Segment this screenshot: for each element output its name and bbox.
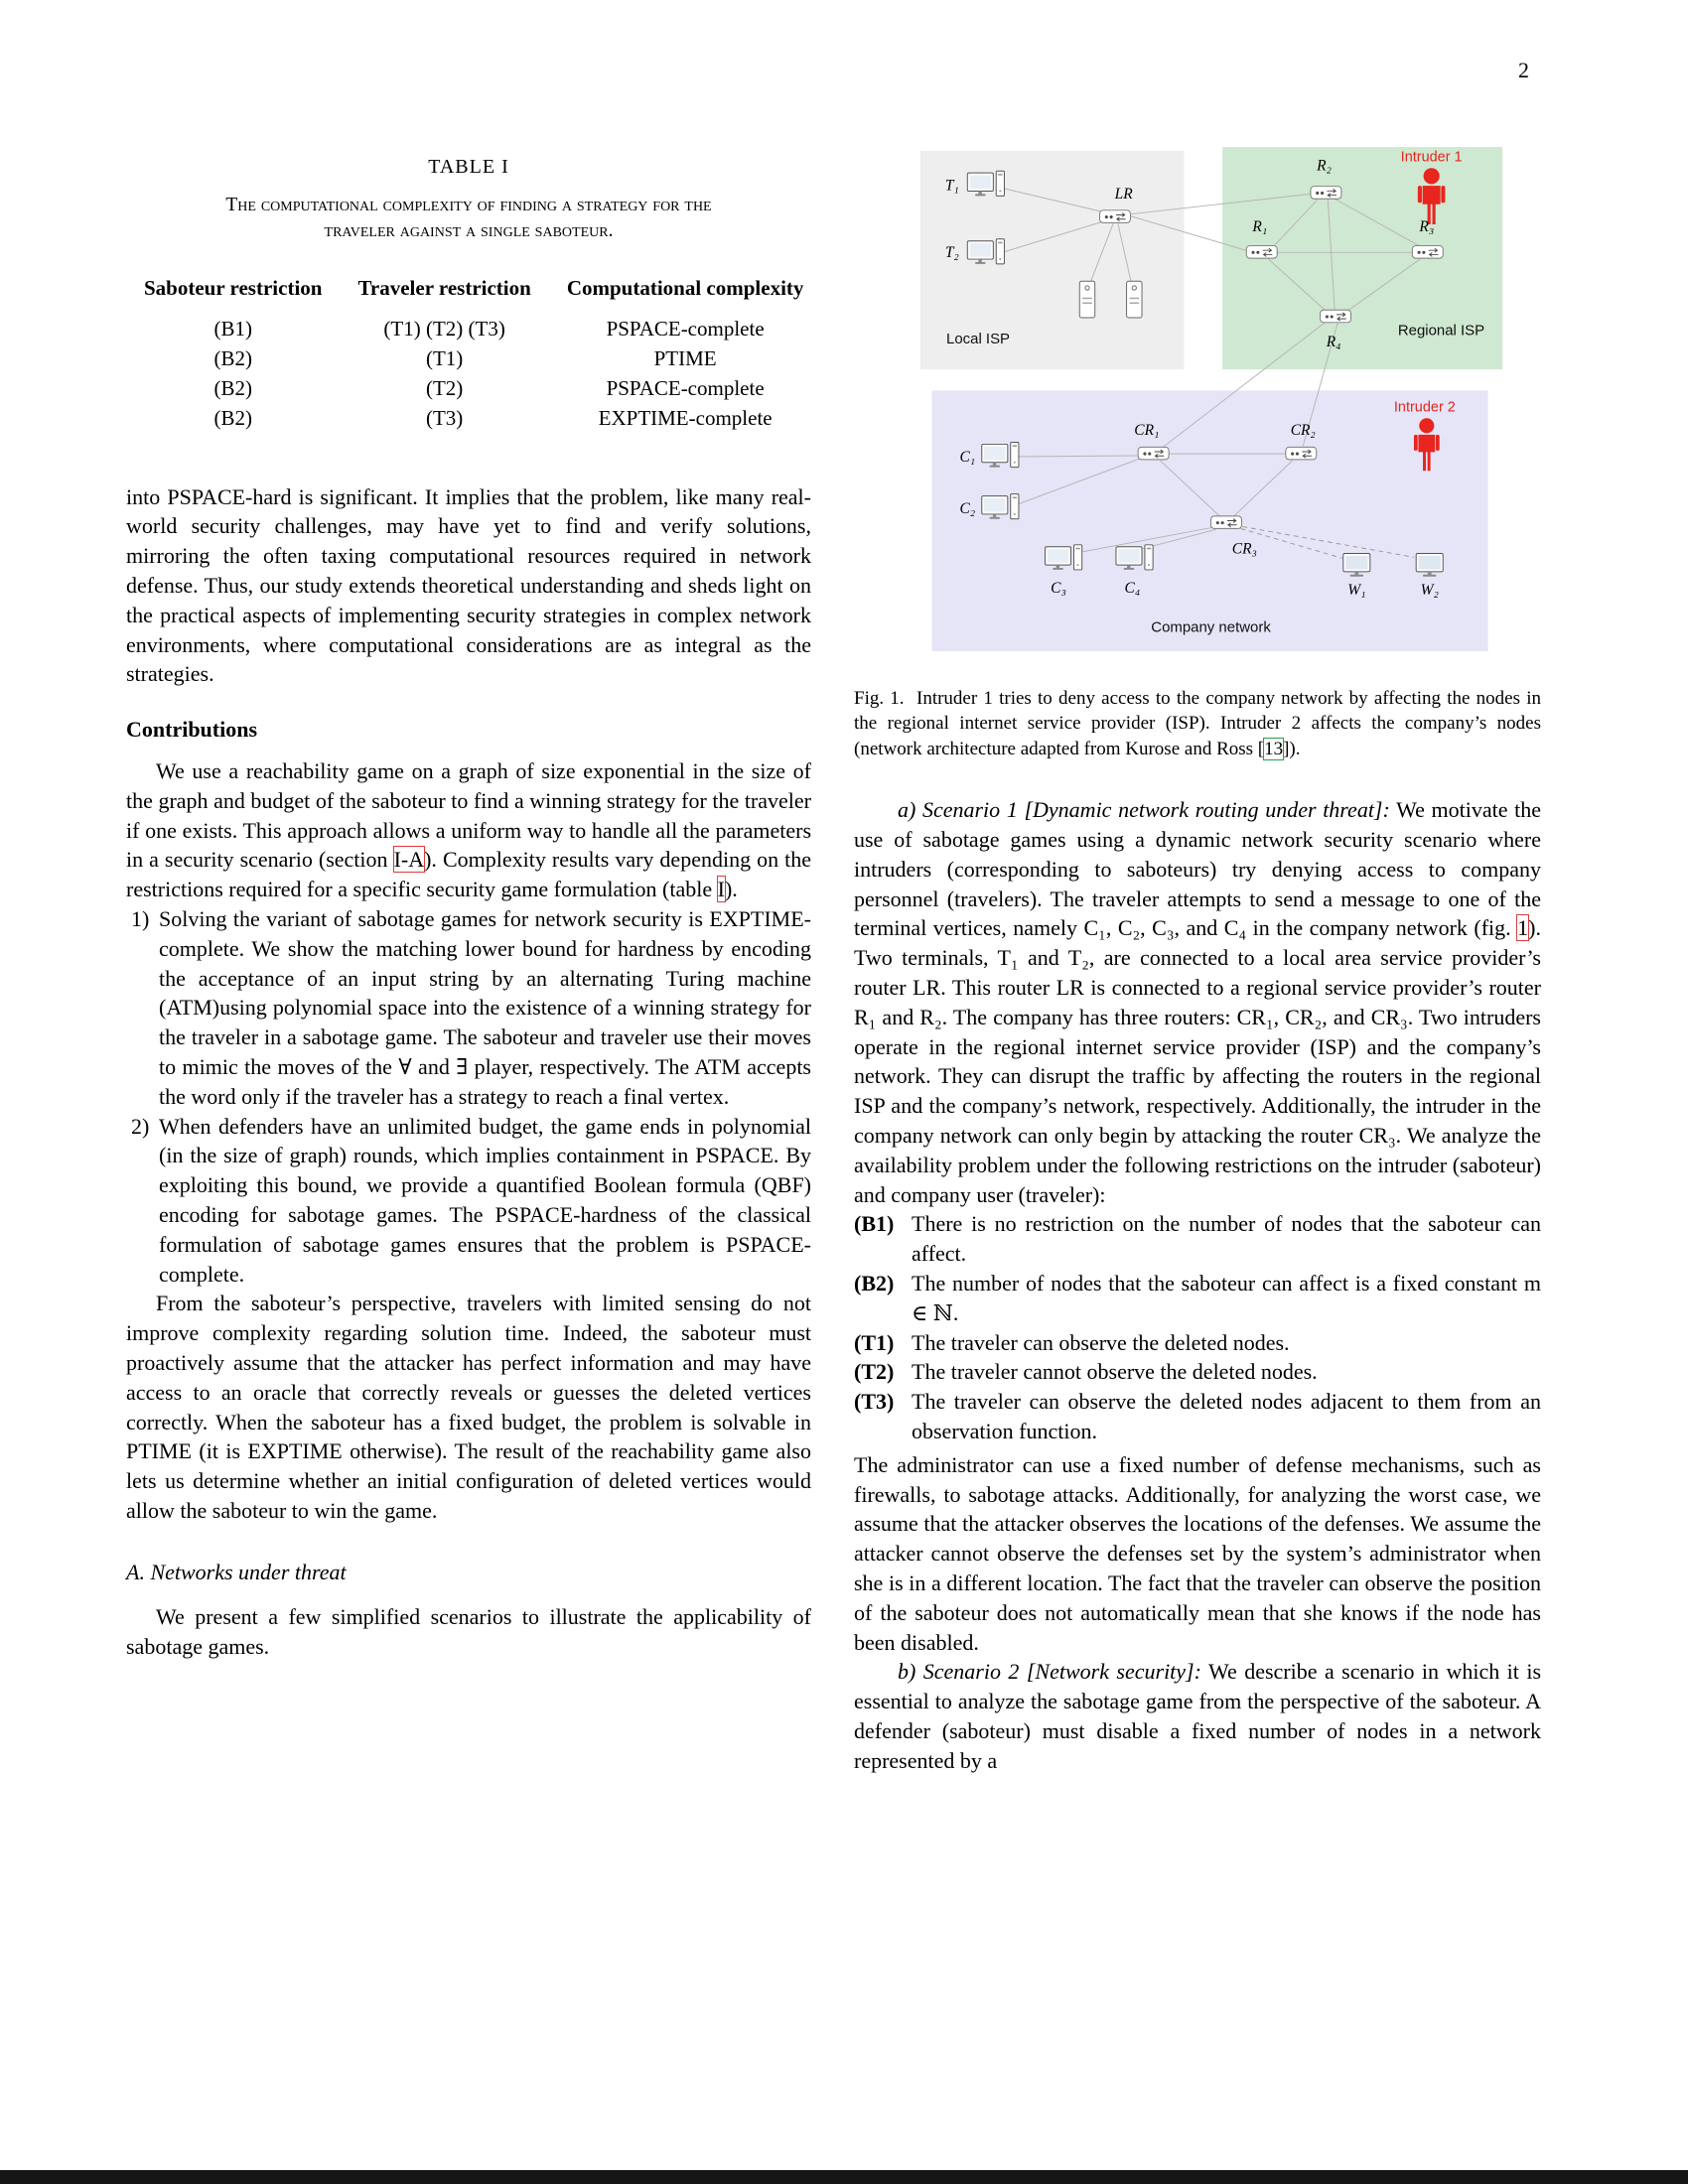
table-row	[126, 373, 821, 403]
restriction-text: The number of nodes that the saboteur can affect is a fixed constant m ∈ ℕ.	[912, 1271, 1541, 1325]
restriction-b2	[854, 1269, 1541, 1328]
cell: (T2)	[425, 375, 464, 400]
text-segment: ).	[724, 877, 738, 902]
cell: (B2)	[213, 375, 252, 400]
table-label: TABLE I	[428, 156, 509, 178]
text-segment: b) Scenario 2 [Network security]:	[898, 1659, 1201, 1685]
router-cr3-icon	[1211, 516, 1242, 529]
text-segment: We motivate the use of sabotage games using a dynamic network security scenario where intruders (corresponding to saboteurs) try denying access to company personnel (travelers). The traveler attempts to send a message to one of the terminal vertices, namely C₁, C₂, C₃, and C₄ in the company network (fig.	[854, 797, 1541, 941]
cell: EXPTIME-complete	[598, 405, 773, 430]
label-r1: R₁	[1252, 218, 1268, 236]
text-segment: a) Scenario 1 [Dynamic network routing under threat]:	[898, 797, 1390, 823]
cell: PSPACE-complete	[606, 375, 765, 400]
label-cr3: CR₃	[1231, 540, 1257, 558]
ref-link[interactable]: I-A	[393, 847, 425, 873]
label-local-isp: Local ISP	[946, 331, 1011, 348]
table-header-row	[126, 270, 821, 314]
ref-link[interactable]: 1	[1517, 915, 1529, 941]
router-cr2-icon	[1286, 447, 1317, 460]
col-header-complexity: Computational complexity	[566, 275, 804, 300]
router-r1-icon	[1246, 246, 1277, 259]
list-item-text: When defenders have an unlimited budget, the game ends in polynomial (in the size of graph) rounds, which implies containment in PSPACE. By exploiting this bound, we provide a quantified Boolean formula (QBF) encoding for sabotage games. The PSPACE-hardness of the classical formulation of sabotage games ensures that the problem is PSPACE-complete.	[159, 1113, 811, 1287]
label-company-network: Company network	[1151, 618, 1271, 636]
label-r4: R₄	[1326, 333, 1341, 350]
list-item-1	[126, 904, 811, 1112]
col-header-traveler: Traveler restriction	[357, 275, 531, 300]
label-r3: R₃	[1419, 218, 1435, 236]
text-segment: ]).	[1283, 738, 1301, 759]
label-t1: T₁	[944, 177, 959, 195]
restriction-t3	[854, 1387, 1541, 1446]
paragraph-pspace-hard: into PSPACE-hard is significant. It implies that the problem, like many real-world security challenges, may have yet to find and verify solutions, mirroring the often taxing computational resources required in network defense. Thus, our study extends theoretical understanding and sheds light on the practical aspects of implementing security strategies in complex network environments, where computational considerations are as integral as the strategies.	[126, 483, 811, 687]
cell: PSPACE-complete	[606, 316, 765, 341]
label-t2: T₂	[944, 244, 959, 262]
restriction-text: The traveler can observe the deleted nodes.	[912, 1329, 1290, 1355]
list-item-number: 1)	[131, 905, 150, 931]
list-item-number: 2)	[131, 1113, 150, 1139]
ref-link[interactable]: I	[717, 877, 725, 902]
paragraph-saboteur-perspective: From the saboteur’s perspective, travelers with limited sensing do not improve complexity regarding solution time. Indeed, the saboteur must proactively assume that the attacker has perfect information and may have access to an oracle that correctly reveals or guesses the deleted vertices correctly. When the saboteur has a fixed budget, the problem is solvable in PTIME (it is EXPTIME otherwise). The result of the reachability game also lets us determine whether an initial configuration of deleted vertices would allow the saboteur to win the game.	[126, 1291, 811, 1523]
restriction-tag: (B1)	[854, 1211, 895, 1237]
network-diagram	[892, 139, 1505, 662]
text-segment: ). Two terminals, T₁ and T₂, are connected to a local area service provider’s router LR. This router LR is connected to a regional service provider’s router R₁ and R₂. The company has three routers: CR₁, CR₂, and CR₃. Two intruders operate in the regional internet service provider (ISP) and the company’s network. They can disrupt the traffic by affecting the routers in the regional ISP and the company’s network, respectively. Additionally, the intruder in the company network can only begin by attacking the router CR₃. We analyze the availability problem under the following restrictions on the intruder (saboteur) and company user (traveler):	[854, 915, 1541, 1207]
restriction-tag: (T1)	[854, 1329, 895, 1355]
company-network-region	[932, 390, 1488, 651]
restriction-text: The traveler can observe the deleted nodes adjacent to them from an observation function.	[912, 1389, 1541, 1444]
label-r2: R₂	[1317, 157, 1332, 175]
cell: (T3)	[425, 405, 464, 430]
cell: (T1)	[425, 345, 464, 370]
label-lr: LR	[1114, 186, 1133, 204]
paragraph-scenario-2	[854, 1657, 1541, 1775]
page-number: 2	[1518, 58, 1529, 82]
list-item-text: Solving the variant of sabotage games for network security is EXPTIME-complete. We show the matching lower bound for hardness by encoding the acceptance of an input string by an alternating Turing machine (ATM)using polynomial space into the existence of a winning strategy for the traveler in a sabotage game. The saboteur and traveler use their moves to mimic the moves of the ∀ and ∃ player, respectively. The ATM accepts the word only if the traveler has a strategy to reach a final vertex.	[159, 905, 811, 1109]
table-row	[126, 343, 821, 373]
table-row	[126, 314, 821, 343]
server-icon	[1127, 281, 1142, 318]
restriction-text: There is no restriction on the number of nodes that the saboteur can affect.	[912, 1211, 1541, 1267]
cell: (T1) (T2) (T3)	[383, 316, 505, 341]
text-segment: ). Complexity results vary depending on the restrictions required for a specific security game formulation (table	[126, 847, 811, 902]
list-item-2	[126, 1112, 811, 1290]
label-c3: C₃	[1051, 580, 1066, 598]
text-segment: We use a reachability game on a graph of size exponential in the size of the graph and budget of the saboteur to find a winning strategy for the traveler if one exists. This approach allows a uniform way to handle all the parameters in a security scenario (section	[126, 757, 811, 873]
left-column	[126, 145, 811, 1662]
restriction-tag: (T3)	[854, 1389, 895, 1415]
figure-caption	[854, 686, 1541, 762]
contributions-heading: Contributions	[126, 717, 258, 743]
paragraph-contributions-intro	[126, 756, 811, 904]
cell: PTIME	[653, 345, 717, 370]
restriction-tag: (B2)	[854, 1271, 895, 1297]
label-c2: C₂	[959, 499, 976, 517]
label-cr1: CR₁	[1134, 421, 1160, 439]
ref-link[interactable]: 13	[1264, 738, 1284, 759]
router-r4-icon	[1321, 310, 1351, 323]
right-column	[854, 139, 1541, 1776]
label-w1: W₁	[1347, 582, 1366, 600]
table-caption: The computational complexity of finding a strategy for the traveler against a single saboteur.	[225, 194, 712, 241]
router-cr1-icon	[1138, 447, 1169, 460]
table-1	[126, 153, 811, 433]
cell: (B2)	[213, 345, 252, 370]
restriction-t2	[854, 1357, 1541, 1387]
router-lr-icon	[1100, 210, 1131, 223]
label-regional-isp: Regional ISP	[1397, 322, 1485, 340]
col-header-saboteur: Saboteur restriction	[144, 275, 323, 300]
label-intruder-2: Intruder 2	[1393, 399, 1456, 416]
label-intruder-1: Intruder 1	[1400, 149, 1463, 166]
cell: (B1)	[213, 316, 252, 341]
table-row	[126, 403, 821, 433]
text-segment: We describe a scenario in which it is essential to analyze the sabotage game from the perspective of the saboteur. A defender (saboteur) must disable a fixed number of nodes in a network represented by a	[854, 1659, 1542, 1773]
router-r2-icon	[1311, 187, 1341, 200]
text-segment: Fig. 1. Intruder 1 tries to deny access to the company network by affecting the nodes in the regional internet service provider (ISP). Intruder 2 affects the company’s nodes (network architecture adapted from Kurose and Ross [	[854, 687, 1541, 759]
label-cr2: CR₂	[1290, 421, 1316, 439]
router-r3-icon	[1412, 246, 1443, 259]
section-a-heading: A. Networks under threat	[126, 1559, 347, 1584]
cell: (B2)	[213, 405, 252, 430]
paragraph-administrator: The administrator can use a fixed number of defense mechanisms, such as firewalls, to sabotage attacks. Additionally, for analyzing the worst case, we assume that the attacker observes the locations of the defenses. We assume the attacker cannot observe the defenses set by the system’s administrator when she is in a different location. The fact that the traveler can observe the position of the saboteur does not automatically mean that she knows if the node has been disabled.	[854, 1451, 1541, 1655]
restriction-b1	[854, 1209, 1541, 1269]
page-bottom-bar	[0, 2170, 1688, 2184]
restriction-t1	[854, 1328, 1541, 1358]
restriction-tag: (T2)	[854, 1359, 895, 1385]
paragraph-scenario-1	[854, 795, 1541, 1209]
label-w2: W₂	[1420, 582, 1439, 600]
paragraph-scenarios-intro: We present a few simplified scenarios to illustrate the applicability of sabotage games.	[126, 1604, 811, 1660]
restriction-text: The traveler cannot observe the deleted nodes.	[912, 1359, 1318, 1385]
label-c1: C₁	[959, 448, 976, 466]
figure-1	[892, 139, 1541, 670]
label-c4: C₄	[1124, 580, 1141, 598]
complexity-table	[126, 270, 821, 433]
server-icon	[1079, 281, 1094, 318]
